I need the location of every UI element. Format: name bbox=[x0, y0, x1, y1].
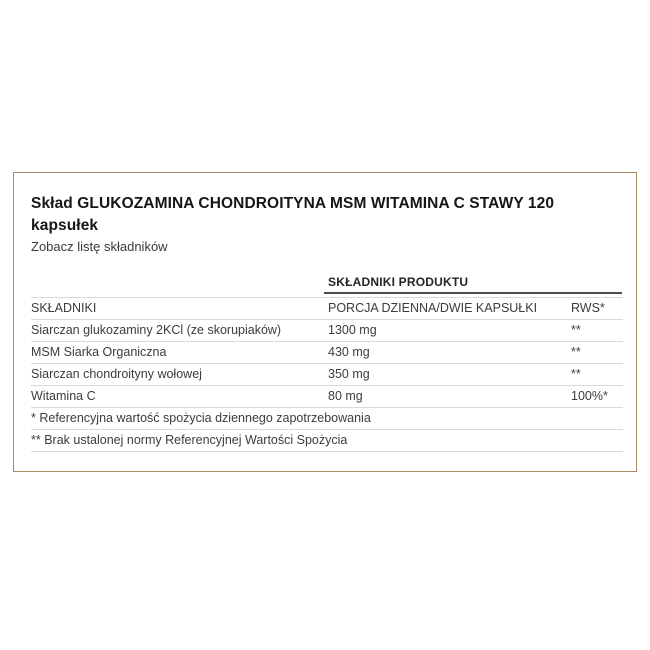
ingredients-table bbox=[31, 297, 623, 452]
ingredient-name: Siarczan glukozaminy 2KCl (ze skorupiaków) bbox=[31, 323, 282, 337]
ingredients-panel-content bbox=[14, 173, 636, 452]
ingredient-rws: ** bbox=[571, 345, 581, 359]
ingredient-amount: 350 mg bbox=[328, 367, 370, 381]
ingredient-amount: 80 mg bbox=[328, 389, 363, 403]
footnote-row bbox=[31, 407, 623, 429]
table-title: SKŁADNIKI PRODUKTU bbox=[328, 275, 469, 289]
footnote-text: ** Brak ustalonej normy Referencyjnej Wartości Spożycia bbox=[31, 433, 348, 447]
ingredient-amount: 430 mg bbox=[328, 345, 370, 359]
footnote-row bbox=[31, 429, 623, 451]
column-header-rws: RWS* bbox=[571, 301, 605, 315]
ingredient-rws: ** bbox=[571, 323, 581, 337]
table-row bbox=[31, 319, 623, 341]
column-header-porcja: PORCJA DZIENNA/DWIE KAPSUŁKI bbox=[328, 301, 538, 315]
ingredient-name: Siarczan chondroityny wołowej bbox=[31, 367, 202, 381]
ingredient-amount: 1300 mg bbox=[328, 323, 377, 337]
ingredients-panel bbox=[13, 172, 637, 472]
ingredient-rws: 100%* bbox=[571, 389, 608, 403]
table-row bbox=[31, 341, 623, 363]
ingredient-name: Witamina C bbox=[31, 389, 96, 403]
see-ingredients-link[interactable]: Zobacz listę składników bbox=[31, 239, 168, 254]
ingredient-rws: ** bbox=[571, 367, 581, 381]
table-title-underline bbox=[324, 276, 622, 294]
table-header-row bbox=[31, 297, 623, 319]
section-heading: Skład GLUKOZAMINA CHONDROITYNA MSM WITAMINA C STAWY 120 kapsułek bbox=[31, 195, 555, 234]
footnote-text: * Referencyjna wartość spożycia dziennego zapotrzebowania bbox=[31, 411, 371, 425]
column-header-skladniki: SKŁADNIKI bbox=[31, 301, 97, 315]
ingredient-name: MSM Siarka Organiczna bbox=[31, 345, 167, 359]
table-row bbox=[31, 363, 623, 385]
table-row bbox=[31, 385, 623, 407]
